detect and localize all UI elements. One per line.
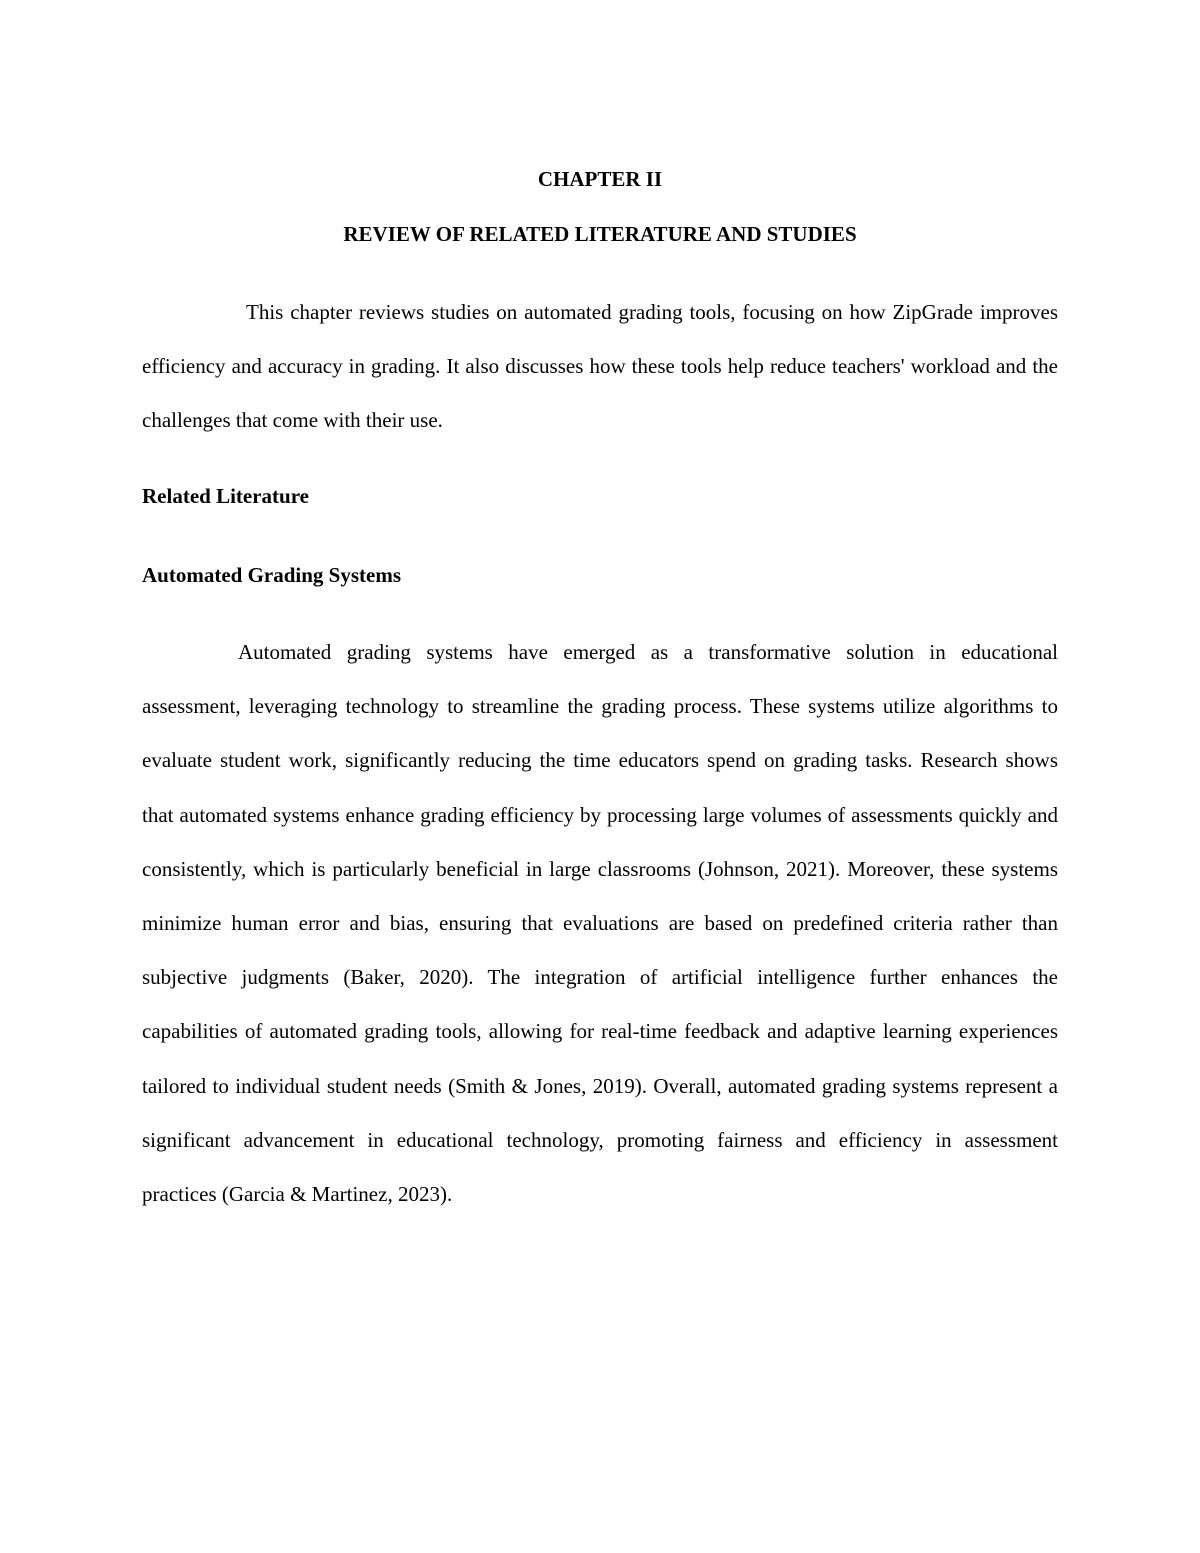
intro-paragraph: This chapter reviews studies on automated grading tools, focusing on how ZipGrade improves efficiency and accuracy in grading. It also discusses how these tools help reduce teachers' workload and the challenges that come with their use. — [142, 300, 1058, 433]
automated-grading-paragraph: Automated grading systems have emerged as a transformative solution in educational assessment, leveraging technology to streamline the grading process. These systems utilize algorithms to evaluate student work, significantly reducing the time educators spend on grading tasks. Research shows that automated systems enhance grading efficiency by processing large volumes of assessments quickly and consistently, which is particularly beneficial in large classrooms (Johnson, 2021). Moreover, these systems minimize human error and bias, ensuring that evaluations are based on predefined criteria rather than subjective judgments (Baker, 2020). The integration of artificial intelligence further enhances the capabilities of automated grading tools, allowing for real-time feedback and adaptive learning experiences tailored to individual student needs (Smith & Jones, 2019). Overall, automated grading systems represent a significant advancement in educational technology, promoting fairness and efficiency in assessment practices (Garcia & Martinez, 2023). — [142, 640, 1058, 1207]
section-heading-related-literature: Related Literature — [142, 484, 309, 508]
chapter-title: REVIEW OF RELATED LITERATURE AND STUDIES — [343, 222, 857, 246]
chapter-label: CHAPTER II — [537, 167, 663, 191]
subsection-heading-automated-grading: Automated Grading Systems — [142, 563, 402, 587]
